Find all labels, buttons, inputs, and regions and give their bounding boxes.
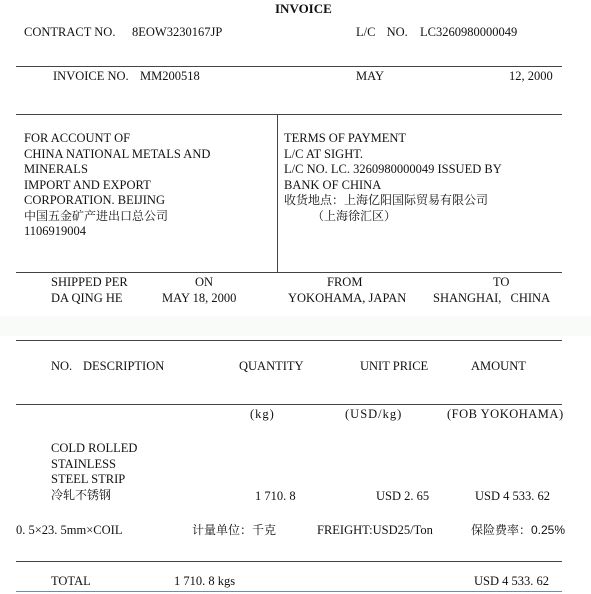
terms-line: BANK OF CHINA [284,177,382,192]
contract-no-value: 8EOW3230167JP [132,25,223,39]
account-line: 中国五金矿产进出口总公司 [24,208,169,223]
header-amount: AMOUNT [471,359,526,373]
total-quantity: 1 710. 8 kgs [174,574,236,588]
account-line: CHINA NATIONAL METALS AND [24,146,211,161]
item-description [51,441,137,503]
terms-line: L/C NO. LC. 3260980000049 ISSUED BY [284,162,502,176]
shipped-per-label: SHIPPED PER [51,275,128,289]
header-description: DESCRIPTION [83,359,165,373]
divider-2 [16,114,562,115]
insurance-rate-note: 保险费率：0.25% [471,523,566,537]
contract-no-label: CONTRACT NO. [24,25,116,39]
account-line: FOR ACCOUNT OF [24,131,131,145]
unit-quantity: (kg) [250,407,275,421]
divider-4 [16,340,562,341]
lc-no-label: L/C NO. [356,25,408,39]
description-line: 冷轧不锈钢 [51,487,112,502]
divider-5 [16,404,562,405]
shipping-date: MAY 18, 2000 [162,291,237,305]
account-line: MINERALS [24,162,88,176]
for-account-of-block [24,131,210,240]
item-quantity: 1 710. 8 [255,489,296,503]
terms-line: TERMS OF PAYMENT [284,131,407,145]
terms-line: 收货地点：上海亿阳国际贸易有限公司 [284,193,489,207]
terms-line: L/C AT SIGHT. [284,146,364,161]
account-line: 1106919004 [24,224,87,238]
unit-amount-basis: (FOB YOKOHAMA) [447,407,564,421]
scan-gap [0,316,591,336]
invoice-no-value: MM200518 [140,69,200,83]
measurement-unit-note: 计量单位：千克 [192,523,277,537]
item-amount: USD 4 533. 62 [475,489,551,503]
account-line: IMPORT AND EXPORT [24,177,151,192]
header-unit-price: UNIT PRICE [360,359,429,373]
vertical-divider [277,115,278,272]
invoice-date: 12, 2000 [509,69,553,83]
total-amount: USD 4 533. 62 [474,574,550,588]
from-label: FROM [327,275,363,289]
header-no: NO. [51,359,73,373]
port-to: SHANGHAI, CHINA [433,291,551,305]
invoice-no-label: INVOICE NO. [53,69,129,83]
to-label: TO [493,275,510,289]
divider-1 [16,66,562,67]
total-label: TOTAL [51,574,91,588]
invoice-month: MAY [356,69,385,83]
header-quantity: QUANTITY [239,359,304,373]
description-line: STEEL STRIP [51,472,126,486]
terms-of-payment-block [284,131,502,224]
description-line: STAINLESS [51,456,116,471]
divider-3 [16,272,562,273]
port-from: YOKOHAMA, JAPAN [288,291,407,305]
description-line: COLD ROLLED [51,441,138,455]
unit-price-currency: (USD/kg) [345,407,403,421]
item-unit-price: USD 2. 65 [376,489,430,503]
divider-6 [16,561,562,562]
vessel-name: DA QING HE [51,291,123,305]
invoice-title: INVOICE [275,1,332,16]
lc-no-value: LC3260980000049 [420,25,518,39]
item-size-spec: 0. 5×23. 5mm×COIL [16,523,123,537]
divider-bottom [16,591,562,592]
account-line: CORPORATION. BEIJING [24,193,165,207]
freight-note: FREIGHT:USD25/Ton [317,523,433,537]
terms-line: （上海徐汇区） [312,208,397,223]
on-label: ON [195,275,214,289]
